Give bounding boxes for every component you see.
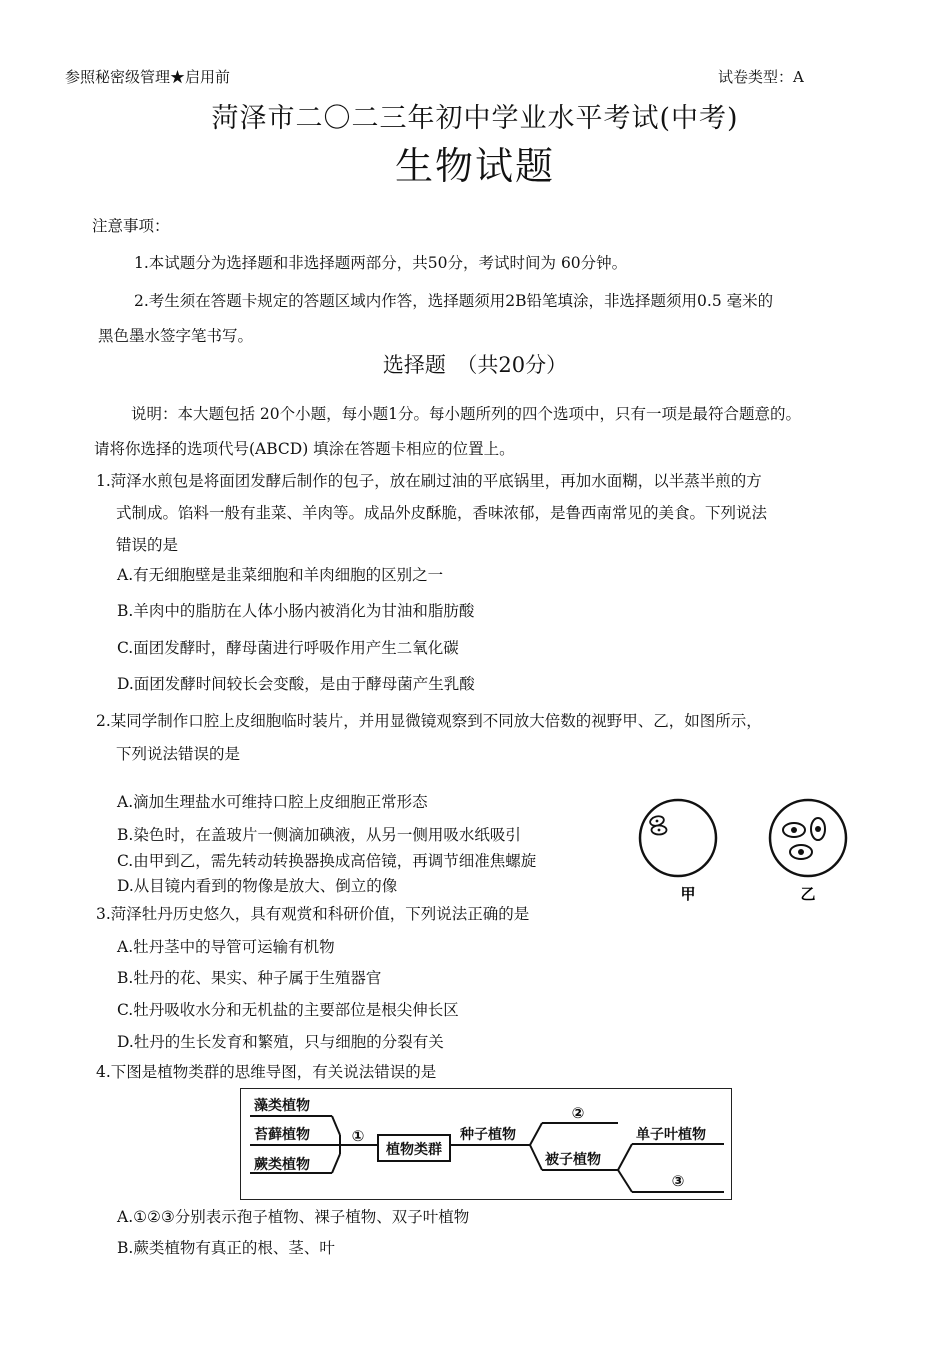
- field-yi: [770, 800, 846, 876]
- instructions-line2: 请将你选择的选项代号(ABCD) 填涂在答题卡相应的位置上。: [94, 440, 515, 458]
- label-jia: 甲: [680, 885, 696, 903]
- node-angiosperms: 被子植物: [545, 1152, 601, 1168]
- notice-item-2-line2: 黑色墨水签字笔书写。: [98, 327, 254, 345]
- q2-option-b: B.染色时，在盖玻片一侧滴加碘液，从另一侧用吸水纸吸引: [117, 826, 521, 844]
- q2-option-d: D.从目镜内看到的物像是放大、倒立的像: [117, 877, 398, 895]
- field-jia: [640, 800, 716, 876]
- q3-option-a: A.牡丹茎中的导管可运输有机物: [117, 938, 335, 956]
- q3-stem: 3.菏泽牡丹历史悠久，具有观赏和科研价值，下列说法正确的是: [96, 905, 530, 923]
- notice-heading: 注意事项：: [92, 217, 170, 235]
- node-blank-3: ③: [671, 1172, 685, 1190]
- header-left: 参照秘密级管理★启用前: [65, 68, 231, 86]
- q3-option-d: D.牡丹的生长发育和繁殖，只与细胞的分裂有关: [117, 1033, 444, 1051]
- q3-option-b: B.牡丹的花、果实、种子属于生殖器官: [117, 969, 382, 987]
- node-fern: 蕨类植物: [254, 1157, 310, 1173]
- node-monocots: 单子叶植物: [636, 1127, 706, 1143]
- node-algae: 藻类植物: [254, 1098, 310, 1114]
- exam-title: 菏泽市二〇二三年初中学业水平考试(中考): [211, 103, 739, 134]
- q1-stem-line1: 1.菏泽水煎包是将面团发酵后制作的包子，放在刷过油的平底锅里，再加水面糊，以半蒸半煎的方: [96, 472, 762, 490]
- q3-option-c: C.牡丹吸收水分和无机盐的主要部位是根尖伸长区: [117, 1001, 459, 1019]
- q2-option-a: A.滴加生理盐水可维持口腔上皮细胞正常形态: [117, 793, 428, 811]
- q4-stem: 4.下图是植物类群的思维导图，有关说法错误的是: [96, 1063, 437, 1081]
- instructions-line1: 说明：本大题包括 20个小题，每小题1分。每小题所列的四个选项中，只有一项是最符合题意的。: [131, 405, 802, 423]
- q1-option-b: B.羊肉中的脂肪在人体小肠内被消化为甘油和脂肪酸: [117, 602, 475, 620]
- node-seed-plants: 种子植物: [460, 1127, 516, 1143]
- node-blank-1: ①: [351, 1127, 365, 1145]
- microscope-view-figure: [630, 790, 850, 905]
- exam-subtitle: 生物试题: [394, 144, 555, 188]
- q4-option-a: A.①②③分别表示孢子植物、裸子植物、双子叶植物: [117, 1208, 470, 1226]
- notice-item-2-line1: 2.考生须在答题卡规定的答题区域内作答，选择题须用2B铅笔填涂，非选择题须用0.5 毫米的: [134, 292, 774, 310]
- node-root: 植物类群: [386, 1142, 442, 1158]
- q2-option-c: C.由甲到乙，需先转动转换器换成高倍镜，再调节细准焦螺旋: [117, 852, 537, 870]
- q2-stem-line2: 下列说法错误的是: [116, 745, 241, 763]
- section-title: 选择题 （共20分）: [382, 353, 568, 377]
- node-moss: 苔藓植物: [254, 1127, 310, 1143]
- plant-mindmap: [240, 1088, 732, 1200]
- q1-stem-line2: 式制成。馅料一般有韭菜、羊肉等。成品外皮酥脆，香味浓郁，是鲁西南常见的美食。下列说法: [116, 504, 768, 522]
- label-yi: 乙: [800, 885, 816, 903]
- q1-option-a: A.有无细胞壁是韭菜细胞和羊肉细胞的区别之一: [117, 566, 444, 584]
- q1-option-c: C.面团发酵时，酵母菌进行呼吸作用产生二氧化碳: [117, 639, 459, 657]
- node-blank-2: ②: [571, 1104, 585, 1122]
- notice-item-1: 1.本试题分为选择题和非选择题两部分，共50分，考试时间为 60分钟。: [134, 254, 628, 272]
- header-right: 试卷类型：A: [718, 68, 804, 86]
- q1-option-d: D.面团发酵时间较长会变酸，是由于酵母菌产生乳酸: [117, 675, 475, 693]
- q4-option-b: B.蕨类植物有真正的根、茎、叶: [117, 1239, 335, 1257]
- q1-stem-line3: 错误的是: [116, 536, 179, 554]
- q2-stem-line1: 2.某同学制作口腔上皮细胞临时装片，并用显微镜观察到不同放大倍数的视野甲、乙，如图所示，: [96, 712, 762, 730]
